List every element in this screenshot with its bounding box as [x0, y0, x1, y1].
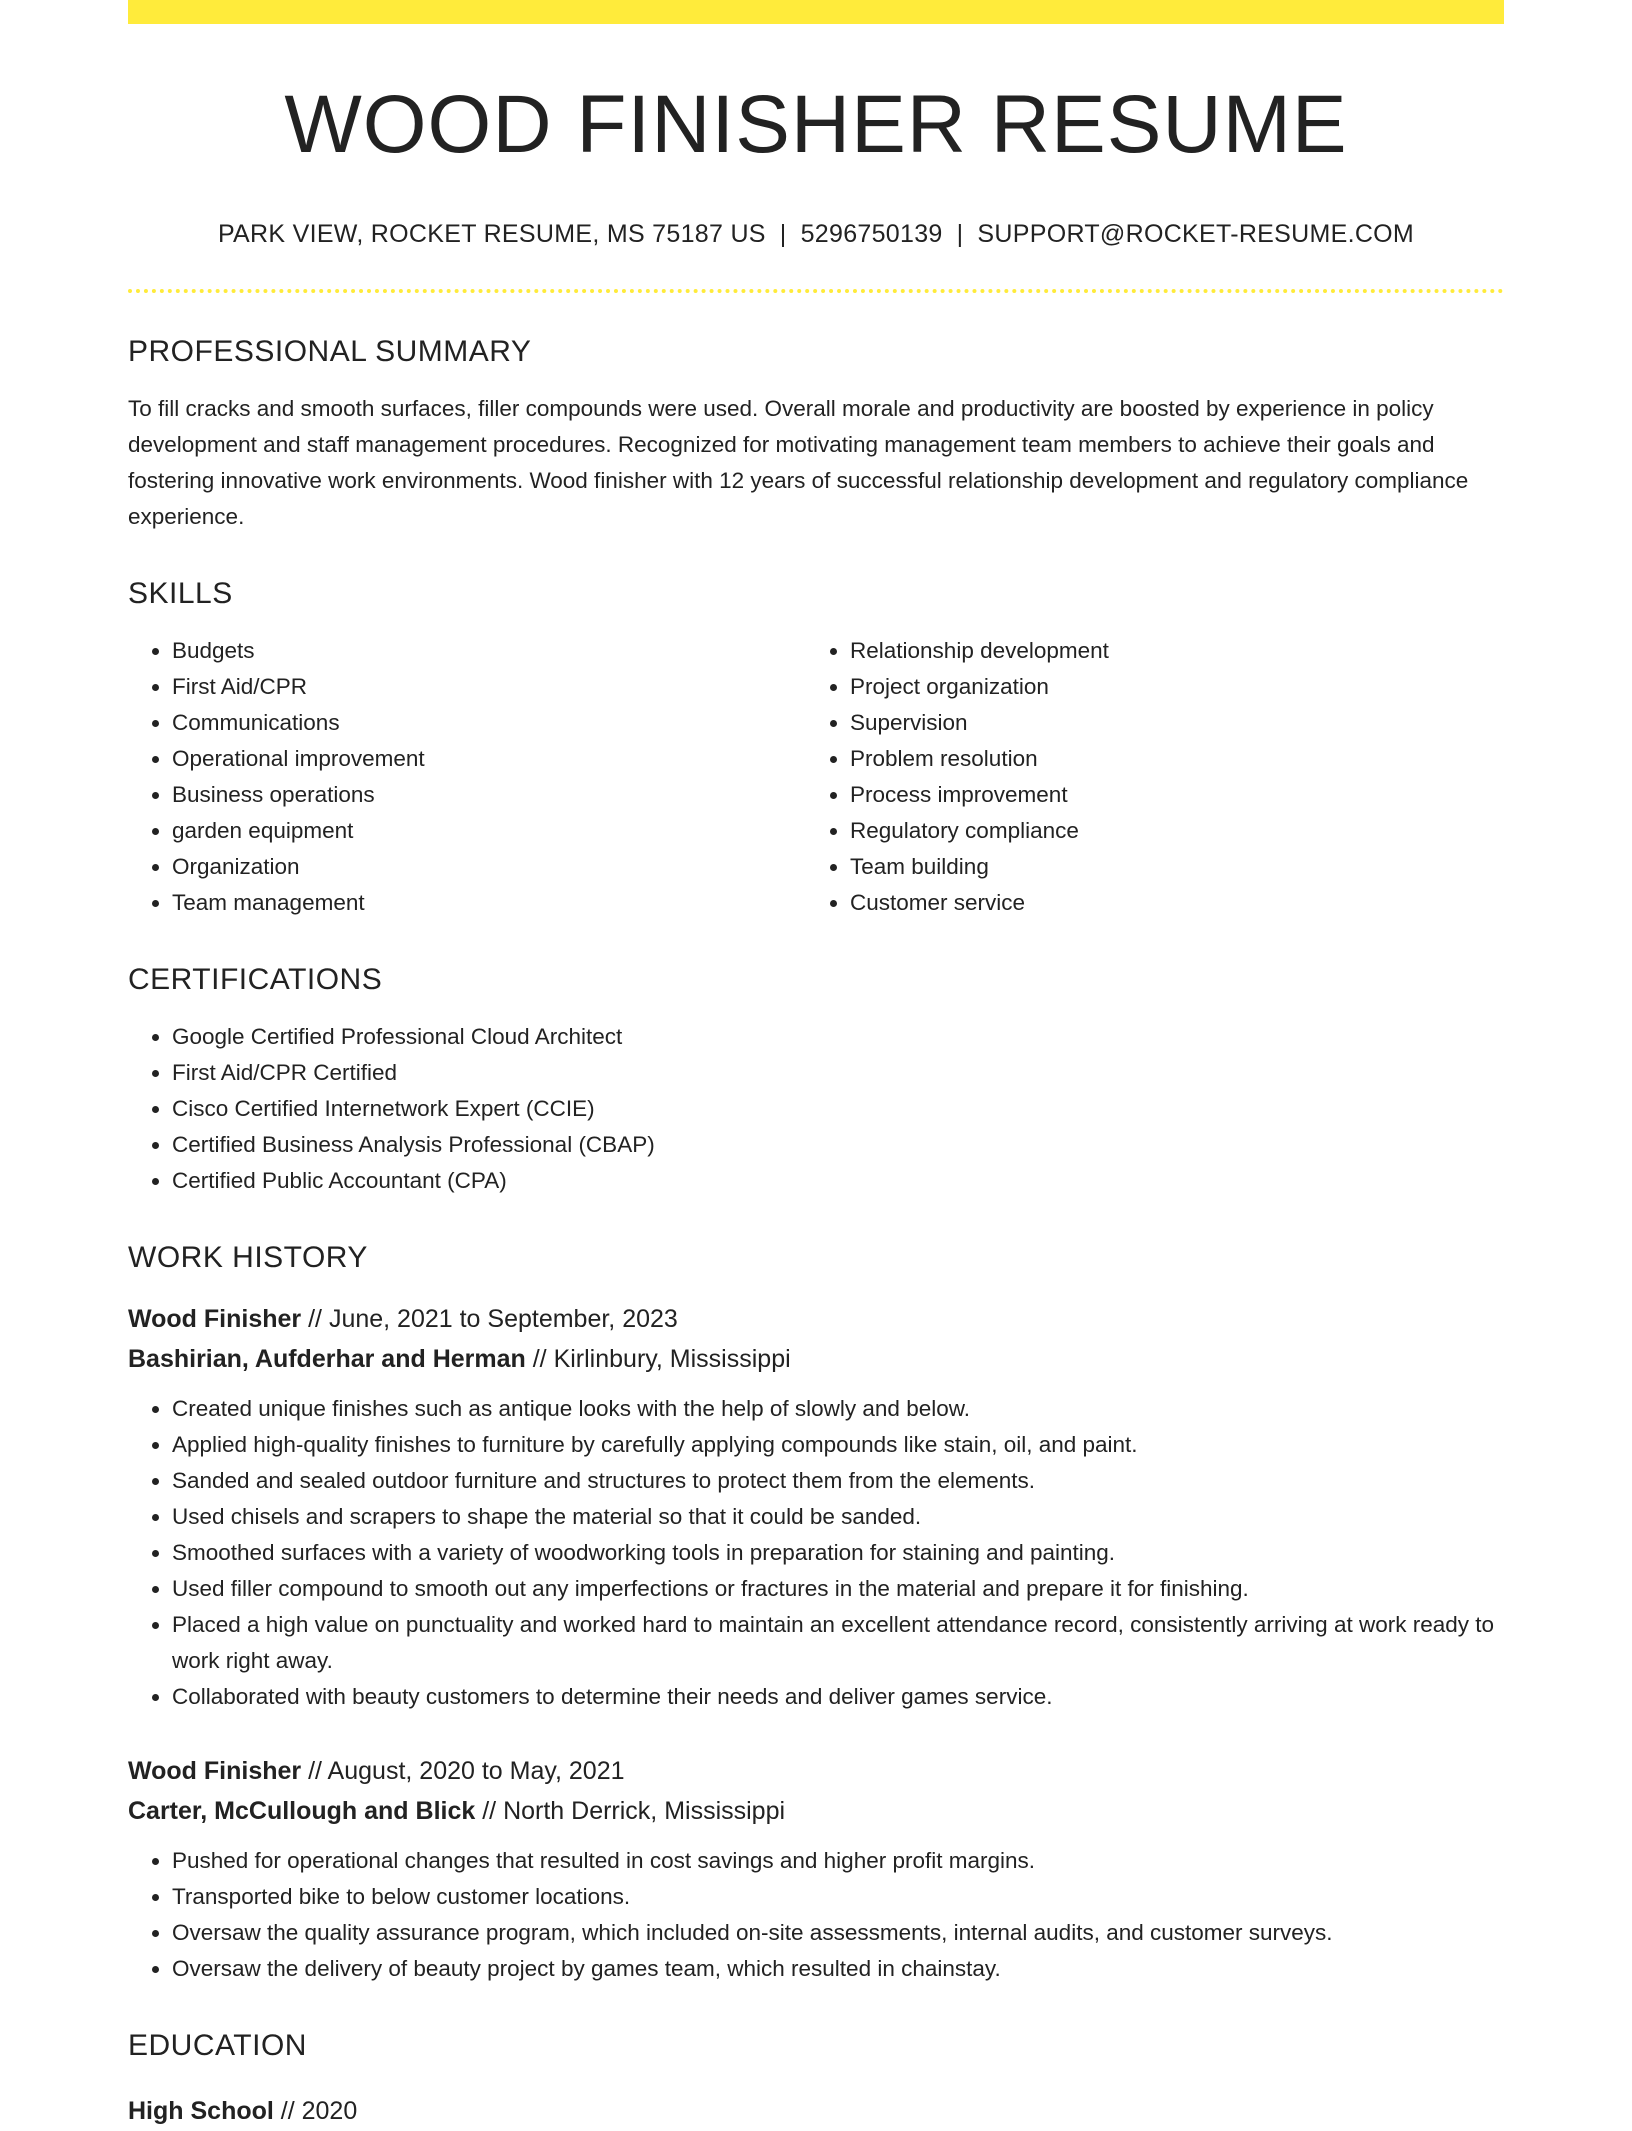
certification-item: • Google Certified Professional Cloud Architect [172, 1019, 1504, 1055]
certifications-heading: CERTIFICATIONS [128, 963, 383, 997]
certification-item: • Certified Public Accountant (CPA) [172, 1163, 1504, 1199]
job-company-line [128, 1339, 1504, 1379]
skills-heading: SKILLS [128, 577, 233, 611]
job-company: Carter, McCullough and Blick [128, 1797, 476, 1826]
contact-phone: 5296750139 [800, 220, 943, 249]
resume-page [128, 0, 1504, 2131]
education-heading: EDUCATION [128, 2029, 307, 2063]
contact-separator: | [956, 220, 964, 249]
skill-item: • Supervision [850, 705, 1484, 741]
job-bullet: • Oversaw the delivery of beauty project by games team, which resulted in chainstay. [172, 1951, 1504, 1987]
skill-item: • Relationship development [850, 633, 1484, 669]
job-bullet: • Pushed for operational changes that resulted in cost savings and higher profit margins. [172, 1843, 1504, 1879]
skill-item: • Operational improvement [172, 741, 806, 777]
job-title-line [128, 1299, 1504, 1339]
skills-column-right [806, 633, 1484, 921]
job-bullets [128, 1391, 1504, 1715]
skills-list-right [806, 633, 1484, 921]
skill-item: • Budgets [172, 633, 806, 669]
skill-item: • Regulatory compliance [850, 813, 1484, 849]
skill-item: • garden equipment [172, 813, 806, 849]
skill-item: • Problem resolution [850, 741, 1484, 777]
skill-item: • Organization [172, 849, 806, 885]
education-year: // 2020 [273, 2097, 358, 2126]
job-location: // North Derrick, Mississippi [475, 1797, 786, 1826]
job-company-line [128, 1791, 1504, 1831]
work-history-heading: WORK HISTORY [128, 1241, 368, 1275]
job-bullet: • Created unique finishes such as antique looks with the help of slowly and below. [172, 1391, 1504, 1427]
summary-text: To fill cracks and smooth surfaces, filler compounds were used. Overall morale and productivity are boosted by experience in policy development and staff management procedures. Recognized for motivating management team members to achieve their goals and fostering innovative work environments. Wood finisher with 12 years of successful relationship development and regulatory compliance experience. [128, 396, 1469, 530]
skill-item: • Project organization [850, 669, 1484, 705]
job-bullet: • Collaborated with beauty customers to determine their needs and deliver games service. [172, 1679, 1504, 1715]
job-bullet: • Transported bike to below customer locations. [172, 1879, 1504, 1915]
job-dates: // August, 2020 to May, 2021 [301, 1757, 625, 1786]
contact-separator: | [779, 220, 787, 249]
certification-item: • Certified Business Analysis Professional (CBAP) [172, 1127, 1504, 1163]
skills-list-left [128, 633, 806, 921]
skill-item: • Team building [850, 849, 1484, 885]
job-dates: // June, 2021 to September, 2023 [301, 1305, 678, 1334]
job-bullet: • Sanded and sealed outdoor furniture and structures to protect them from the elements. [172, 1463, 1504, 1499]
job-role: Wood Finisher [128, 1305, 302, 1334]
job-bullet: • Oversaw the quality assurance program, which included on-site assessments, internal audits, and customer surveys. [172, 1915, 1504, 1951]
job-location: // Kirlinbury, Mississippi [525, 1345, 791, 1374]
education-entry [128, 2091, 1504, 2131]
skills-column-left [128, 633, 806, 921]
certifications-list [128, 1019, 1504, 1199]
job-bullet: • Used filler compound to smooth out any imperfections or fractures in the material and prepare it for finishing. [172, 1571, 1504, 1607]
job-bullet: • Smoothed surfaces with a variety of woodworking tools in preparation for staining and painting. [172, 1535, 1504, 1571]
job-entry [128, 1751, 1504, 1987]
job-bullets [128, 1843, 1504, 1987]
job-bullet: • Used chisels and scrapers to shape the material so that it could be sanded. [172, 1499, 1504, 1535]
resume-title: WOOD FINISHER RESUME [284, 79, 1348, 170]
certification-item: • First Aid/CPR Certified [172, 1055, 1504, 1091]
job-bullet: • Placed a high value on punctuality and worked hard to maintain an excellent attendance record, consistently arriving at work ready to work right away. [172, 1607, 1504, 1679]
skill-item: • First Aid/CPR [172, 669, 806, 705]
job-title-line [128, 1751, 1504, 1791]
contact-line [128, 220, 1504, 249]
top-accent-bar [128, 0, 1504, 24]
contact-email[interactable]: SUPPORT@ROCKET-RESUME.COM [977, 220, 1415, 249]
certifications-block [128, 1019, 1504, 1199]
skill-item: • Process improvement [850, 777, 1484, 813]
header-divider [128, 289, 1504, 293]
skill-item: • Communications [172, 705, 806, 741]
job-bullet: • Applied high-quality finishes to furniture by carefully applying compounds like stain, oil, and paint. [172, 1427, 1504, 1463]
skills-grid [128, 633, 1504, 921]
certification-item: • Cisco Certified Internetwork Expert (CCIE) [172, 1091, 1504, 1127]
job-entry [128, 1299, 1504, 1715]
skill-item: • Business operations [172, 777, 806, 813]
contact-address: PARK VIEW, ROCKET RESUME, MS 75187 US [217, 220, 766, 249]
summary-heading: PROFESSIONAL SUMMARY [128, 335, 532, 369]
skill-item: • Customer service [850, 885, 1484, 921]
skill-item: • Team management [172, 885, 806, 921]
education-degree: High School [128, 2097, 274, 2126]
job-company: Bashirian, Aufderhar and Herman [128, 1345, 526, 1374]
job-role: Wood Finisher [128, 1757, 302, 1786]
